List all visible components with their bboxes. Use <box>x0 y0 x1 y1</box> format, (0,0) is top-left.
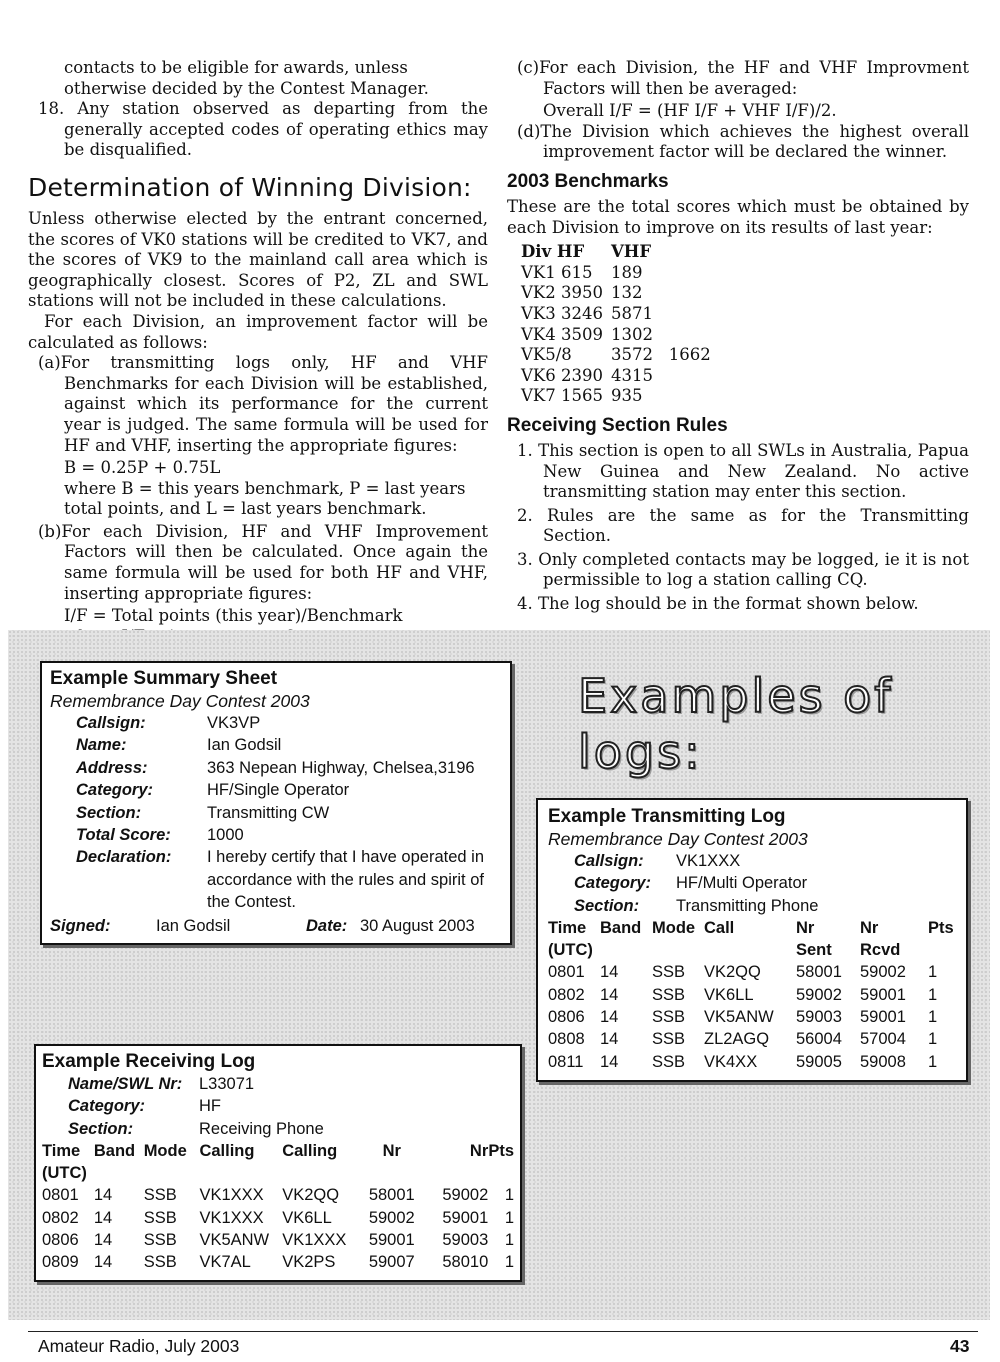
column-header: Time <box>42 1142 81 1161</box>
benchmark-division: VK3 3246 <box>521 303 603 323</box>
table-cell: VK1XXX <box>282 1231 347 1250</box>
column-header: Nr <box>796 919 815 938</box>
division-paragraph-1: Unless otherwise elected by the entrant concerned, the scores of VK0 stations will be credited to VK7, and the scores of VK9 to the mainland call area which is geographically closest. Scores of P2, ZL and SWL stations will not be included in these calculations. <box>28 208 488 311</box>
table-cell: VK5ANW <box>199 1231 270 1250</box>
formula-overall: Overall I/F = (HF I/F + VHF I/F)/2. <box>543 101 837 121</box>
left-column <box>28 58 488 647</box>
field-value: L33071 <box>199 1075 255 1093</box>
rule-18: 18. Any station observed as departing from the generally accepted codes of operating ethics may be disqualified. <box>38 99 488 160</box>
field-value: Ian Godsil <box>207 736 282 755</box>
formula-if: I/F = Total points (this year)/Benchmark <box>64 606 403 626</box>
column-header: Nr <box>860 919 879 938</box>
table-cell: 14 <box>600 985 619 1004</box>
summary-sheet-box <box>40 661 512 945</box>
footer-rule <box>28 1331 978 1332</box>
column-header <box>928 939 960 961</box>
field-label: Callsign: <box>574 852 644 870</box>
table-cell: 0802 <box>548 985 585 1004</box>
table-cell: 0806 <box>42 1231 79 1250</box>
table-cell: 1 <box>504 1253 514 1272</box>
table-row <box>548 984 960 1006</box>
field-value: HF/Single Operator <box>207 781 350 800</box>
column-header: Time <box>548 919 587 938</box>
table-row <box>42 1229 514 1251</box>
table-cell: VK5ANW <box>704 1008 774 1027</box>
table-cell: SSB <box>652 1052 686 1071</box>
summary-title: Example Summary Sheet <box>50 668 278 689</box>
column-header: Calling <box>199 1142 255 1161</box>
field-row <box>68 1095 520 1117</box>
table-cell: 59002 <box>796 985 842 1004</box>
field-label: Section: <box>68 1119 134 1138</box>
summary-signed-row <box>50 915 510 937</box>
table-cell: 1 <box>928 1030 938 1049</box>
field-label: Name: <box>76 736 127 755</box>
column-header: Call <box>704 919 735 938</box>
table-row <box>42 1207 514 1229</box>
table-cell: ZL2AGQ <box>704 1030 770 1049</box>
field-label: Declaration: <box>76 848 172 867</box>
field-label: Category: <box>68 1097 146 1116</box>
column-header: Sent <box>796 941 832 960</box>
column-header <box>425 1162 489 1184</box>
column-header <box>94 1162 144 1184</box>
table-cell: SSB <box>652 963 686 982</box>
table-cell: 59003 <box>796 1008 842 1027</box>
table-cell: VK6LL <box>704 985 754 1004</box>
table-cell: 59007 <box>368 1253 415 1272</box>
table-cell: 59002 <box>368 1208 415 1227</box>
field-row <box>574 895 966 917</box>
benchmarks-table <box>521 242 969 407</box>
table-cell: 59001 <box>442 1208 489 1227</box>
receiving-rules-heading: Receiving Section Rules <box>507 414 728 436</box>
field-value: Receiving Phone <box>199 1119 324 1138</box>
table-cell: 14 <box>600 1052 619 1071</box>
receiving-table <box>42 1140 514 1274</box>
table-cell: 14 <box>600 1008 619 1027</box>
receiving-rule: 4. The log should be in the format shown below. <box>517 594 919 614</box>
table-cell: 56004 <box>796 1030 842 1049</box>
benchmark-division: VK1 615 <box>521 262 593 282</box>
table-cell: SSB <box>143 1208 177 1227</box>
benchmark-row: VK5/8 3572 1662 <box>521 345 711 365</box>
table-cell: 1 <box>928 963 938 982</box>
date-label: Date: <box>306 916 348 935</box>
examples-title: Examples of logs: <box>578 669 894 779</box>
table-row <box>548 1051 960 1073</box>
formula-b: B = 0.25P + 0.75L <box>64 458 221 478</box>
column-header: Band <box>600 919 642 938</box>
benchmark-row: VK6 2390 4315 <box>521 365 653 385</box>
item-a: (a)For transmitting logs only, HF and VHF Benchmarks for each Division will be established, against which its performance for the current year is judged. The same formula will be used for HF and VHF, inserting the appropriate figures: <box>38 353 488 455</box>
table-cell: VK1XXX <box>199 1186 264 1205</box>
table-row <box>548 1028 960 1050</box>
table-cell: VK2PS <box>282 1253 336 1272</box>
column-header <box>282 1162 359 1184</box>
benchmark-row: VK3 3246 5871 <box>521 303 653 323</box>
column-header: Mode <box>652 919 696 938</box>
table-cell: 59003 <box>442 1231 489 1250</box>
table-cell: VK7AL <box>199 1253 251 1272</box>
table-cell: 0801 <box>548 963 585 982</box>
column-header <box>652 939 704 961</box>
field-label: Address: <box>76 758 148 777</box>
column-header: Nr <box>382 1142 401 1161</box>
table-cell: 58001 <box>368 1186 415 1205</box>
field-value: VK1XXX <box>676 852 741 870</box>
receiving-title: Example Receiving Log <box>42 1051 256 1072</box>
column-header: Pts <box>928 919 954 938</box>
transmitting-table <box>548 917 960 1073</box>
table-cell: 14 <box>600 1030 619 1049</box>
table-cell: 0809 <box>42 1253 79 1272</box>
receiving-rule: 3. Only completed contacts may be logged, ie it is not permissible to log a station calling CQ. <box>517 549 969 590</box>
field-row <box>68 1118 520 1140</box>
table-cell: 14 <box>600 963 619 982</box>
table-cell: VK6LL <box>282 1208 332 1227</box>
field-row <box>76 712 510 734</box>
table-cell: 1 <box>928 985 938 1004</box>
item-b: (b)For each Division, HF and VHF Improvement Factors will then be calculated. Once again the same formula will be used for both HF and VHF, inserting appropriate figures: <box>38 521 488 603</box>
benchmarks-text: These are the total scores which must be obtained by each Division to improve on its results of last year: <box>507 196 969 237</box>
benchmark-division: VK4 3509 <box>521 324 603 344</box>
column-header: Calling <box>282 1142 338 1161</box>
table-header-row <box>42 1140 514 1162</box>
receiving-rules-list <box>507 441 969 615</box>
table-row <box>42 1251 514 1273</box>
table-row <box>42 1184 514 1206</box>
table-cell: SSB <box>143 1231 177 1250</box>
field-row <box>574 850 966 872</box>
table-cell: 0801 <box>42 1186 79 1205</box>
table-cell: 58010 <box>442 1253 489 1272</box>
benchmark-row: VK1 615 189 <box>521 262 643 282</box>
table-cell: 0802 <box>42 1208 79 1227</box>
transmitting-title: Example Transmitting Log <box>548 806 786 827</box>
field-label: Category: <box>574 874 652 893</box>
field-value: VK3VP <box>207 714 261 732</box>
column-header <box>144 1162 200 1184</box>
column-header <box>600 939 652 961</box>
field-row <box>76 757 510 779</box>
benchmark-row: VK2 3950 132 <box>521 283 643 303</box>
receiving-rule: 1. This section is open to all SWLs in Australia, Papua New Guinea and New Zealand. No active transmitting station may enter this section. <box>517 440 969 502</box>
receiving-rule: 2. Rules are the same as for the Transmitting Section. <box>517 505 969 546</box>
table-cell: SSB <box>652 1030 686 1049</box>
field-row <box>76 734 510 756</box>
table-cell: 59001 <box>860 1008 906 1027</box>
winning-division-heading: Determination of Winning Division: <box>28 172 472 202</box>
field-value: Transmitting CW <box>207 803 330 822</box>
table-cell: 14 <box>93 1186 113 1205</box>
field-value: 363 Nepean Highway, Chelsea,3196 <box>207 758 475 777</box>
table-cell: 1 <box>504 1208 514 1227</box>
division-paragraph-2: For each Division, an improvement factor will be calculated as follows: <box>28 311 488 352</box>
benchmarks-heading: 2003 Benchmarks <box>507 170 669 192</box>
table-cell: SSB <box>143 1186 177 1205</box>
column-header: Band <box>93 1142 136 1161</box>
benchmark-division: VK6 2390 <box>521 365 603 385</box>
table-cell: 1 <box>928 1008 938 1027</box>
footer-publication: Amateur Radio, July 2003 <box>38 1336 240 1356</box>
signed-value: Ian Godsil <box>156 916 231 935</box>
column-header: Rcvd <box>860 941 901 960</box>
column-header <box>488 1162 514 1184</box>
table-cell: VK2QQ <box>282 1186 340 1205</box>
benchmark-row: VK7 1565 935 <box>521 386 643 406</box>
table-row <box>548 1006 960 1028</box>
intro-text: contacts to be eligible for awards, unless otherwise decided by the Contest Manager. <box>64 58 429 98</box>
table-cell: 1 <box>504 1231 514 1250</box>
page-number: 43 <box>950 1336 970 1356</box>
benchmark-division: VK7 1565 <box>521 386 603 406</box>
field-label: Total Score: <box>76 826 171 845</box>
column-header <box>704 939 796 961</box>
field-label: Section: <box>574 896 640 915</box>
summary-subtitle: Remembrance Day Contest 2003 <box>50 691 310 711</box>
table-cell: 1 <box>928 1052 938 1071</box>
field-value: 1000 <box>207 826 244 845</box>
field-value: HF <box>199 1097 221 1116</box>
signed-label: Signed: <box>50 916 111 935</box>
field-label: Name/SWL Nr: <box>68 1075 183 1093</box>
table-cell: VK2QQ <box>704 963 761 982</box>
table-cell: 0806 <box>548 1008 585 1027</box>
table-cell: 59001 <box>368 1231 415 1250</box>
field-row <box>76 802 510 824</box>
field-row <box>76 779 510 801</box>
field-row <box>68 1073 520 1095</box>
table-cell: 59002 <box>442 1186 489 1205</box>
table-row <box>548 961 960 983</box>
table-header-row <box>548 939 960 961</box>
item-c: (c)For each Division, the HF and VHF Improvment Factors will then be averaged: <box>517 58 969 98</box>
table-cell: 58001 <box>796 963 842 982</box>
field-label: Category: <box>76 781 154 800</box>
field-label: Section: <box>76 803 142 822</box>
benchmark-division: VK5/8 <box>521 345 572 365</box>
date-value: 30 August 2003 <box>360 916 475 935</box>
table-cell: VK1XXX <box>199 1208 264 1227</box>
column-header: (UTC) <box>42 1164 87 1183</box>
right-column <box>507 58 969 618</box>
field-value: HF/Multi Operator <box>676 874 808 893</box>
table-cell: 14 <box>93 1253 113 1272</box>
table-cell: 59002 <box>860 963 906 982</box>
transmitting-subtitle: Remembrance Day Contest 2003 <box>548 829 808 849</box>
table-cell: 14 <box>93 1208 113 1227</box>
benchmark-division: VK2 3950 <box>521 283 603 303</box>
item-d: (d)The Division which achieves the highest overall improvement factor will be declared the winner. <box>517 121 969 162</box>
table-cell: 1 <box>504 1186 514 1205</box>
column-header: Mode <box>143 1142 187 1161</box>
table-cell: 59001 <box>860 985 906 1004</box>
transmitting-log-box <box>536 798 968 1082</box>
benchmarks-header: Div HF VHF <box>521 242 652 262</box>
table-header-row <box>42 1162 514 1184</box>
table-cell: VK4XX <box>704 1052 758 1071</box>
table-cell: SSB <box>143 1253 177 1272</box>
table-cell: 0808 <box>548 1030 585 1049</box>
field-value: Transmitting Phone <box>676 896 819 915</box>
field-row <box>76 846 510 913</box>
table-cell: SSB <box>652 1008 686 1027</box>
table-cell: 59008 <box>860 1052 906 1071</box>
column-header: Nr <box>469 1142 489 1161</box>
where-b: where B = this years benchmark, P = last years total points, and L = last years benchmark. <box>64 478 466 519</box>
column-header: Pts <box>488 1142 514 1161</box>
column-header <box>199 1162 282 1184</box>
table-cell: 0811 <box>548 1052 584 1071</box>
column-header <box>359 1162 425 1184</box>
table-cell: 14 <box>93 1231 113 1250</box>
field-row <box>76 824 510 846</box>
table-cell: 57004 <box>860 1030 906 1049</box>
column-header: (UTC) <box>548 941 593 960</box>
field-value: I hereby certify that I have operated in accordance with the rules and spirit of the Contest. <box>207 848 484 912</box>
receiving-log-box <box>34 1044 522 1282</box>
field-label: Callsign: <box>76 714 146 732</box>
table-cell: SSB <box>652 985 686 1004</box>
table-header-row <box>548 917 960 939</box>
table-cell: 59005 <box>796 1052 842 1071</box>
benchmark-row: VK4 3509 1302 <box>521 324 653 344</box>
field-row <box>574 872 966 894</box>
